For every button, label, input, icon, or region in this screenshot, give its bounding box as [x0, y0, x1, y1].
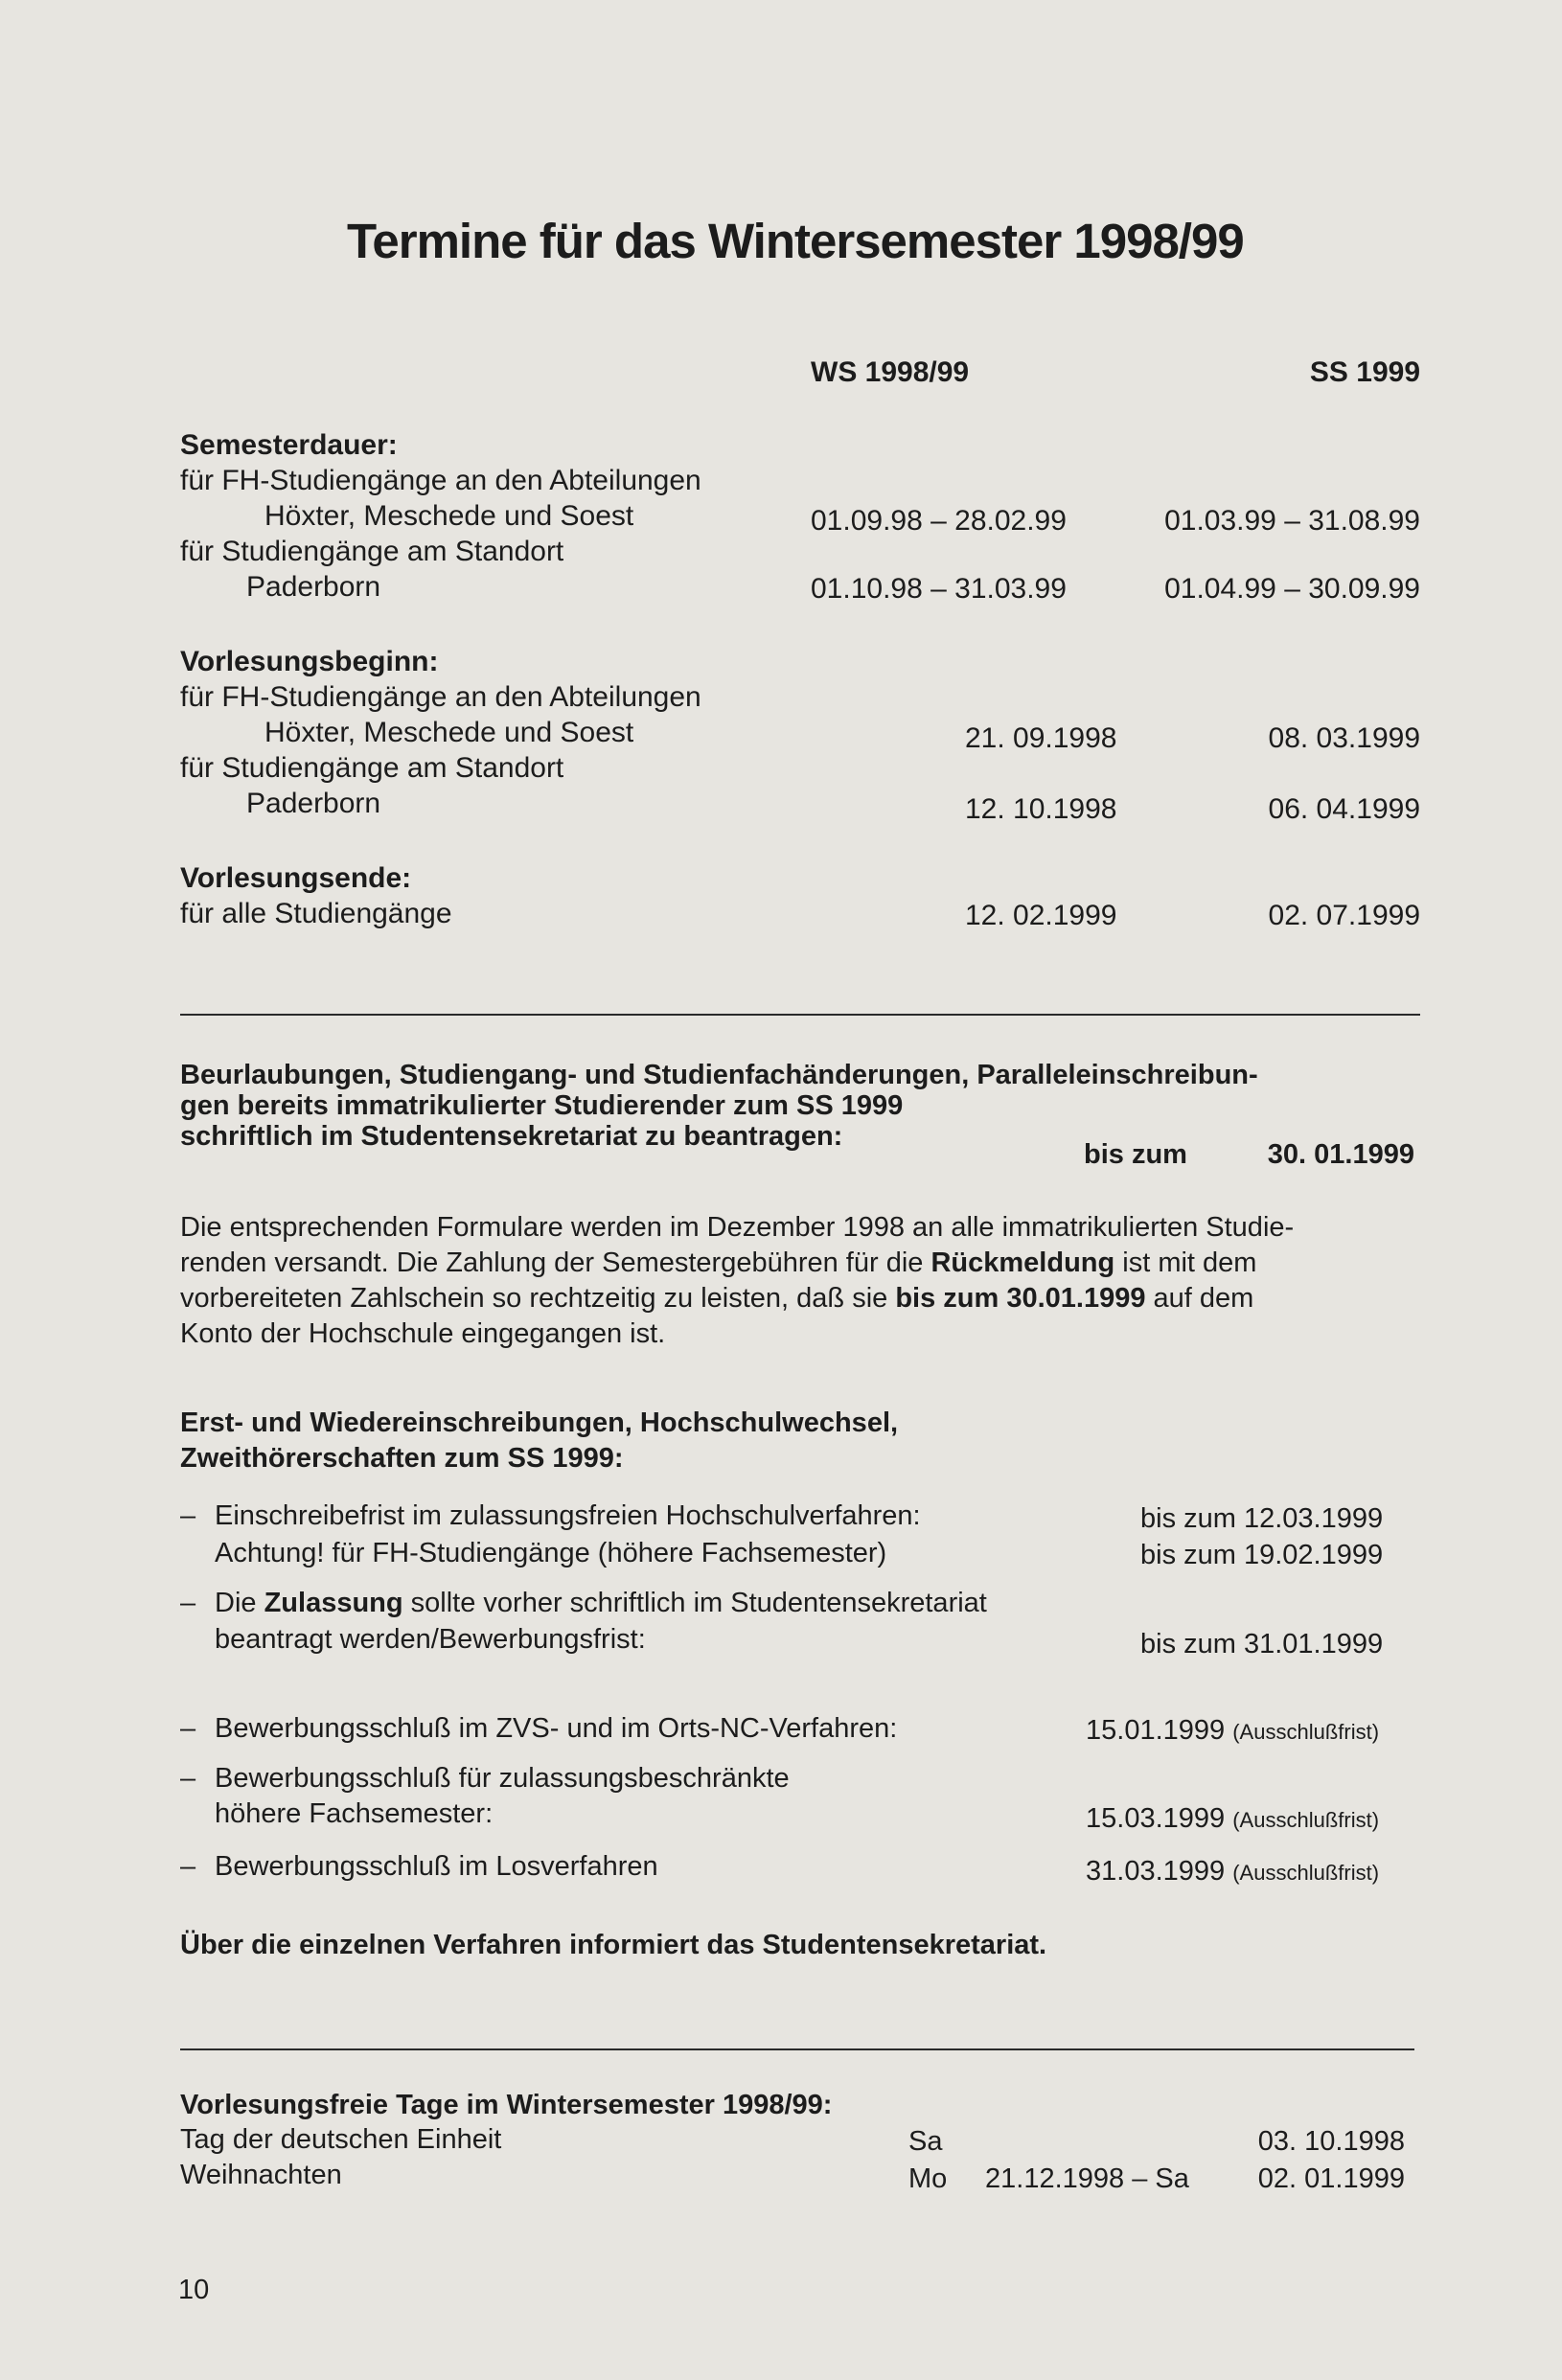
erst-item2-date: bis zum 31.01.1999 — [1140, 1629, 1384, 1659]
erst-item3-date-value: 15.01.1999 — [1086, 1715, 1226, 1746]
erst-item2-post: sollte vorher schriftlich im Studentensekretariat — [402, 1588, 987, 1618]
frei-row1-label: Tag der deutschen Einheit — [180, 2124, 502, 2155]
vorlesungsbeginn-row1-ss: 08. 03.1999 — [1268, 722, 1420, 754]
frei-heading: Vorlesungsfreie Tage im Wintersemester 1998/99: — [180, 2090, 833, 2120]
frei-row2-range: 21.12.1998 – Sa — [985, 2163, 1189, 2194]
semesterdauer-section — [180, 427, 701, 605]
formulare-line3-c: auf dem — [1145, 1283, 1254, 1314]
semesterdauer-line1: für FH-Studiengänge an den Abteilungen — [180, 465, 701, 496]
frei-row2-date: 02. 01.1999 — [1257, 2163, 1405, 2194]
erst-item1-date1: bis zum 12.03.1999 — [1140, 1503, 1384, 1534]
erst-heading-line2: Zweithörerschaften zum SS 1999: — [180, 1443, 624, 1474]
erst-item2-line2: beantragt werden/Bewerbungsfrist: — [215, 1624, 646, 1655]
erst-item4-line1: Bewerbungsschluß für zulassungsbeschränkte — [215, 1763, 790, 1794]
vorlesungsende-line1: für alle Studiengänge — [180, 898, 452, 929]
semesterdauer-line3: für Studiengänge am Standort — [180, 536, 564, 567]
column-header-ws: WS 1998/99 — [811, 356, 970, 388]
beurlaubung-line2: gen bereits immatrikulierter Studierender zum SS 1999 — [180, 1090, 904, 1121]
formulare-paragraph — [180, 1210, 1294, 1352]
erst-item2-pre: Die — [215, 1588, 264, 1618]
page-number: 10 — [178, 2275, 210, 2305]
ausschlussfrist-note: (Ausschlußfrist) — [1232, 1720, 1380, 1744]
vorlesungsbeginn-line1: für FH-Studiengänge an den Abteilungen — [180, 681, 701, 713]
erst-item2-line1 — [215, 1586, 987, 1621]
ausschlussfrist-note: (Ausschlußfrist) — [1232, 1861, 1380, 1885]
frei-row1-day: Sa — [908, 2126, 943, 2157]
vorlesungsbeginn-row2-ws: 12. 10.1998 — [965, 793, 1117, 825]
semesterdauer-row2-ws: 01.10.98 – 31.03.99 — [811, 573, 1067, 605]
divider-rule — [180, 1014, 1420, 1016]
vorlesungsbeginn-line4: Paderborn — [246, 788, 381, 819]
ausschlussfrist-note: (Ausschlußfrist) — [1232, 1808, 1380, 1832]
erst-item1-line1: Einschreibefrist im zulassungsfreien Hochschulverfahren: — [215, 1500, 921, 1531]
semesterdauer-row1-ws: 01.09.98 – 28.02.99 — [811, 505, 1067, 537]
dash-item3: – — [180, 1713, 196, 1744]
erst-item1-date2: bis zum 19.02.1999 — [1140, 1540, 1384, 1570]
deadline-bold: bis zum 30.01.1999 — [895, 1283, 1146, 1314]
vorlesungsbeginn-section — [180, 644, 701, 821]
erst-item3-line: Bewerbungsschluß im ZVS- und im Orts-NC-Verfahren: — [215, 1713, 898, 1744]
formulare-line3-a: vorbereiteten Zahlschein so rechtzeitig zu leisten, daß sie — [180, 1283, 896, 1314]
dash-item2: – — [180, 1588, 196, 1618]
rueckmeldung-bold: Rückmeldung — [930, 1247, 1115, 1278]
erst-item4-date-value: 15.03.1999 — [1086, 1803, 1226, 1834]
erst-footer: Über die einzelnen Verfahren informiert das Studentensekretariat. — [180, 1930, 1047, 1960]
divider-rule — [180, 2048, 1414, 2050]
erst-item5-line: Bewerbungsschluß im Losverfahren — [215, 1851, 658, 1882]
dash-item4: – — [180, 1763, 196, 1794]
vorlesungsbeginn-row1-ws: 21. 09.1998 — [965, 722, 1117, 754]
column-header-ss: SS 1999 — [1309, 356, 1420, 388]
semesterdauer-row2-ss: 01.04.99 – 30.09.99 — [1164, 573, 1420, 605]
page-title: Termine für das Wintersemester 1998/99 — [347, 214, 1244, 268]
vorlesungsbeginn-row2-ss: 06. 04.1999 — [1268, 793, 1420, 825]
vorlesungsbeginn-line2: Höxter, Meschede und Soest — [264, 717, 634, 748]
formulare-line3 — [180, 1281, 1294, 1316]
erst-item5-date — [1086, 1854, 1379, 1890]
beurlaubung-line3: schriftlich im Studentensekretariat zu beantragen: — [180, 1121, 843, 1152]
erst-item5-date-value: 31.03.1999 — [1086, 1856, 1226, 1887]
semesterdauer-row1-ss: 01.03.99 – 31.08.99 — [1164, 505, 1420, 537]
formulare-line4: Konto der Hochschule eingegangen ist. — [180, 1318, 666, 1349]
zulassung-bold: Zulassung — [264, 1588, 403, 1618]
formulare-line2-c: ist mit dem — [1114, 1247, 1257, 1278]
formulare-line2 — [180, 1246, 1294, 1281]
vorlesungsende-section — [180, 860, 452, 931]
erst-item4-line2: höhere Fachsemester: — [215, 1798, 494, 1829]
erst-heading-line1: Erst- und Wiedereinschreibungen, Hochschulwechsel, — [180, 1407, 899, 1438]
vorlesungsende-ws: 12. 02.1999 — [965, 900, 1117, 931]
formulare-line1: Die entsprechenden Formulare werden im Dezember 1998 an alle immatrikulierten Studie- — [180, 1212, 1295, 1243]
beurlaubung-date: 30. 01.1999 — [1267, 1139, 1414, 1170]
vorlesungsbeginn-line3: für Studiengänge am Standort — [180, 752, 564, 784]
beurlaubung-line1: Beurlaubungen, Studiengang- und Studienfachänderungen, Paralleleinschreibun- — [180, 1060, 1258, 1090]
frei-row2-day: Mo — [908, 2163, 948, 2194]
vorlesungsende-heading: Vorlesungsende: — [180, 862, 412, 894]
formulare-line2-a: renden versandt. Die Zahlung der Semestergebühren für die — [180, 1247, 931, 1278]
semesterdauer-heading: Semesterdauer: — [180, 429, 398, 461]
erst-item3-date — [1086, 1713, 1379, 1750]
vorlesungsbeginn-heading: Vorlesungsbeginn: — [180, 646, 439, 677]
beurlaubung-bis: bis zum — [1084, 1139, 1187, 1170]
vorlesungsende-ss: 02. 07.1999 — [1268, 900, 1420, 931]
erst-item4-date — [1086, 1801, 1379, 1838]
dash-item5: – — [180, 1851, 196, 1882]
frei-row1-date: 03. 10.1998 — [1257, 2126, 1405, 2157]
frei-row2-label: Weihnachten — [180, 2160, 342, 2190]
semesterdauer-line4: Paderborn — [246, 571, 381, 603]
erst-heading — [180, 1406, 898, 1476]
erst-item1-line2: Achtung! für FH-Studiengänge (höhere Fachsemester) — [215, 1538, 887, 1568]
semesterdauer-line2: Höxter, Meschede und Soest — [264, 500, 634, 532]
dash-item1: – — [180, 1500, 196, 1531]
